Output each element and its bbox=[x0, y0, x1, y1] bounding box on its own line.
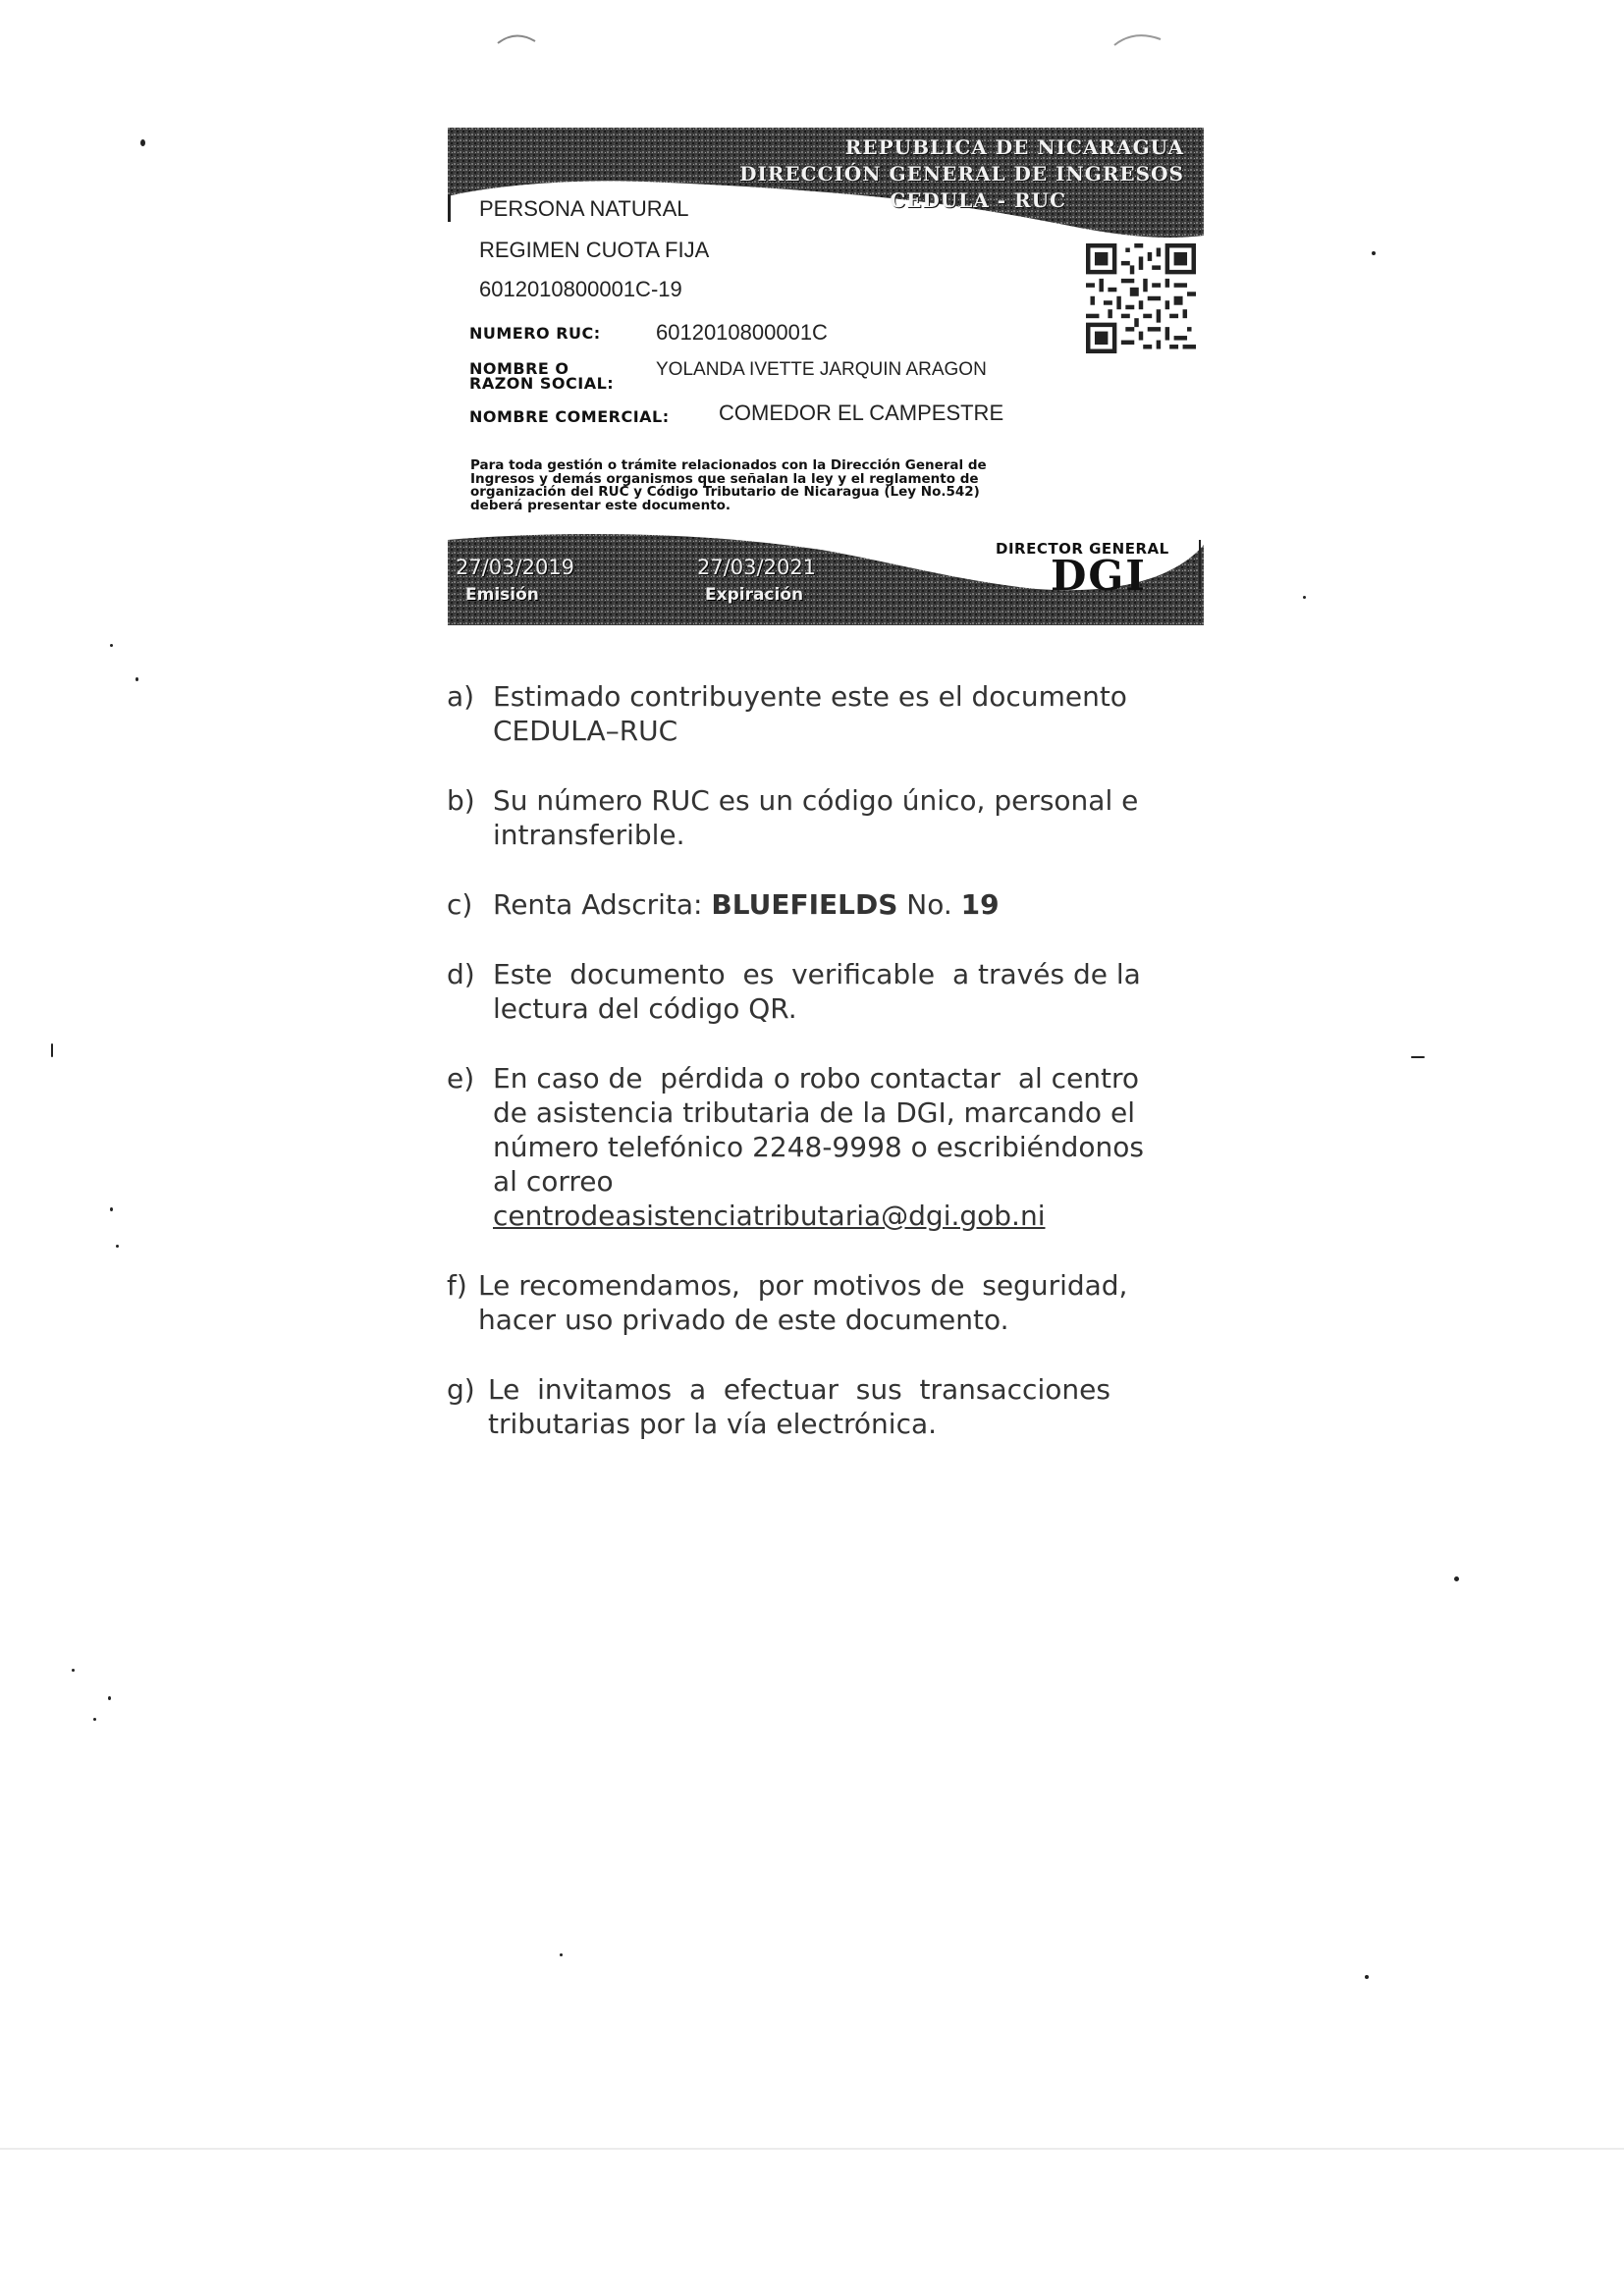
director-general-label: DIRECTOR GENERAL bbox=[996, 540, 1169, 558]
notice-line: Para toda gestión o trámite relacionados con la Dirección General de bbox=[470, 457, 987, 473]
note-line bbox=[493, 887, 1213, 922]
notice-line: organización del RUC y Código Tributario de Nicaragua (Ley No.542) bbox=[470, 484, 980, 500]
note-text bbox=[447, 1372, 1213, 1441]
persona-type: PERSONA NATURAL bbox=[479, 196, 689, 221]
nombre-label-2: RAZON SOCIAL: bbox=[469, 374, 615, 393]
renta-no: No. bbox=[897, 888, 961, 921]
card-header-agency: DIRECCIÓN GENERAL DE INGRESOS bbox=[739, 162, 1184, 186]
card-header-country: REPUBLICA DE NICARAGUA bbox=[844, 135, 1184, 159]
renta-prefix: Renta Adscrita: bbox=[493, 888, 712, 921]
emision-date: 27/03/2019 bbox=[456, 556, 575, 579]
notice-line: Ingresos y demás organismos que señalan la ley y el reglamento de bbox=[470, 470, 979, 487]
note-text bbox=[447, 679, 1213, 748]
note-a bbox=[447, 679, 1213, 748]
speck bbox=[72, 1669, 75, 1672]
expiracion-label: Expiración bbox=[705, 585, 804, 605]
note-c bbox=[447, 887, 1213, 922]
ruc-code: 6012010800001C-19 bbox=[479, 277, 682, 301]
nombre-comercial-value: COMEDOR EL CAMPESTRE bbox=[719, 400, 1004, 425]
note-marker: d) bbox=[447, 958, 475, 990]
scan-edge bbox=[0, 2148, 1624, 2150]
scan-mark bbox=[1110, 27, 1168, 49]
qr-code bbox=[1086, 243, 1196, 353]
expiracion-date: 27/03/2021 bbox=[697, 556, 817, 579]
nombre-value: YOLANDA IVETTE JARQUIN ARAGON bbox=[656, 359, 987, 380]
speck bbox=[560, 1953, 563, 1956]
note-marker: a) bbox=[447, 680, 475, 713]
note-line: En caso de pérdida o robo contactar al centro bbox=[493, 1062, 1140, 1095]
speck bbox=[1365, 1975, 1369, 1979]
note-marker: e) bbox=[447, 1062, 475, 1095]
cedula-ruc-card bbox=[448, 128, 1204, 625]
note-marker: f) bbox=[447, 1269, 467, 1302]
speck bbox=[110, 1207, 113, 1211]
speck bbox=[93, 1718, 96, 1721]
support-email-link[interactable]: centrodeasistenciatributaria@dgi.gob.ni bbox=[493, 1200, 1046, 1232]
note-line: Le recomendamos, por motivos de seguridad, bbox=[478, 1269, 1128, 1302]
note-line: número telefónico 2248-9998 o escribiéndonos bbox=[493, 1131, 1145, 1163]
emision-label: Emisión bbox=[465, 585, 539, 605]
renta-city: BLUEFIELDS bbox=[711, 888, 898, 921]
speck bbox=[51, 1043, 53, 1057]
note-line: Le invitamos a efectuar sus transacciones bbox=[488, 1373, 1110, 1406]
speck bbox=[110, 644, 113, 647]
speck bbox=[108, 1696, 111, 1700]
note-f bbox=[447, 1268, 1213, 1337]
note-e bbox=[447, 1061, 1213, 1233]
note-line: CEDULA–RUC bbox=[493, 715, 678, 747]
notice-line: deberá presentar este documento. bbox=[470, 497, 731, 513]
note-text bbox=[447, 783, 1213, 852]
dgi-stamp: DGI bbox=[1051, 552, 1147, 600]
note-text bbox=[447, 1268, 1213, 1337]
speck bbox=[116, 1245, 119, 1248]
note-g bbox=[447, 1372, 1213, 1441]
note-line: Este documento es verificable a través de la bbox=[493, 958, 1141, 990]
speck bbox=[140, 139, 145, 146]
speck bbox=[1372, 251, 1376, 255]
numero-ruc-value: 6012010800001C bbox=[656, 320, 828, 345]
speck bbox=[1454, 1576, 1459, 1581]
speck bbox=[1411, 1056, 1425, 1058]
renta-number: 19 bbox=[960, 888, 1000, 921]
note-line: al correo bbox=[493, 1165, 614, 1198]
regimen: REGIMEN CUOTA FIJA bbox=[479, 238, 710, 262]
note-marker: c) bbox=[447, 888, 473, 921]
note-line: lectura del código QR. bbox=[493, 992, 797, 1025]
notes-list bbox=[447, 679, 1213, 1476]
note-line: de asistencia tributaria de la DGI, marcando el bbox=[493, 1096, 1135, 1129]
card-header-doc-type: CEDULA - RUC bbox=[890, 188, 1066, 212]
note-text bbox=[447, 957, 1213, 1026]
note-line: tributarias por la vía electrónica. bbox=[488, 1408, 938, 1440]
nombre-comercial-label: NOMBRE COMERCIAL: bbox=[469, 407, 670, 426]
speck bbox=[135, 677, 138, 681]
note-line: hacer uso privado de este documento. bbox=[478, 1304, 1009, 1336]
note-line: intransferible. bbox=[493, 819, 685, 851]
note-b bbox=[447, 783, 1213, 852]
note-marker: b) bbox=[447, 784, 475, 817]
note-d bbox=[447, 957, 1213, 1026]
scan-mark bbox=[496, 29, 545, 49]
note-line: Estimado contribuyente este es el documento bbox=[493, 680, 1127, 713]
nombre-label-1: NOMBRE O bbox=[469, 359, 569, 378]
note-line: Su número RUC es un código único, personal e bbox=[493, 784, 1139, 817]
numero-ruc-label: NUMERO RUC: bbox=[469, 324, 601, 343]
card-notice bbox=[470, 459, 1138, 512]
note-text bbox=[447, 887, 1213, 922]
note-marker: g) bbox=[447, 1373, 475, 1406]
speck bbox=[1303, 596, 1306, 599]
note-text bbox=[447, 1061, 1213, 1233]
